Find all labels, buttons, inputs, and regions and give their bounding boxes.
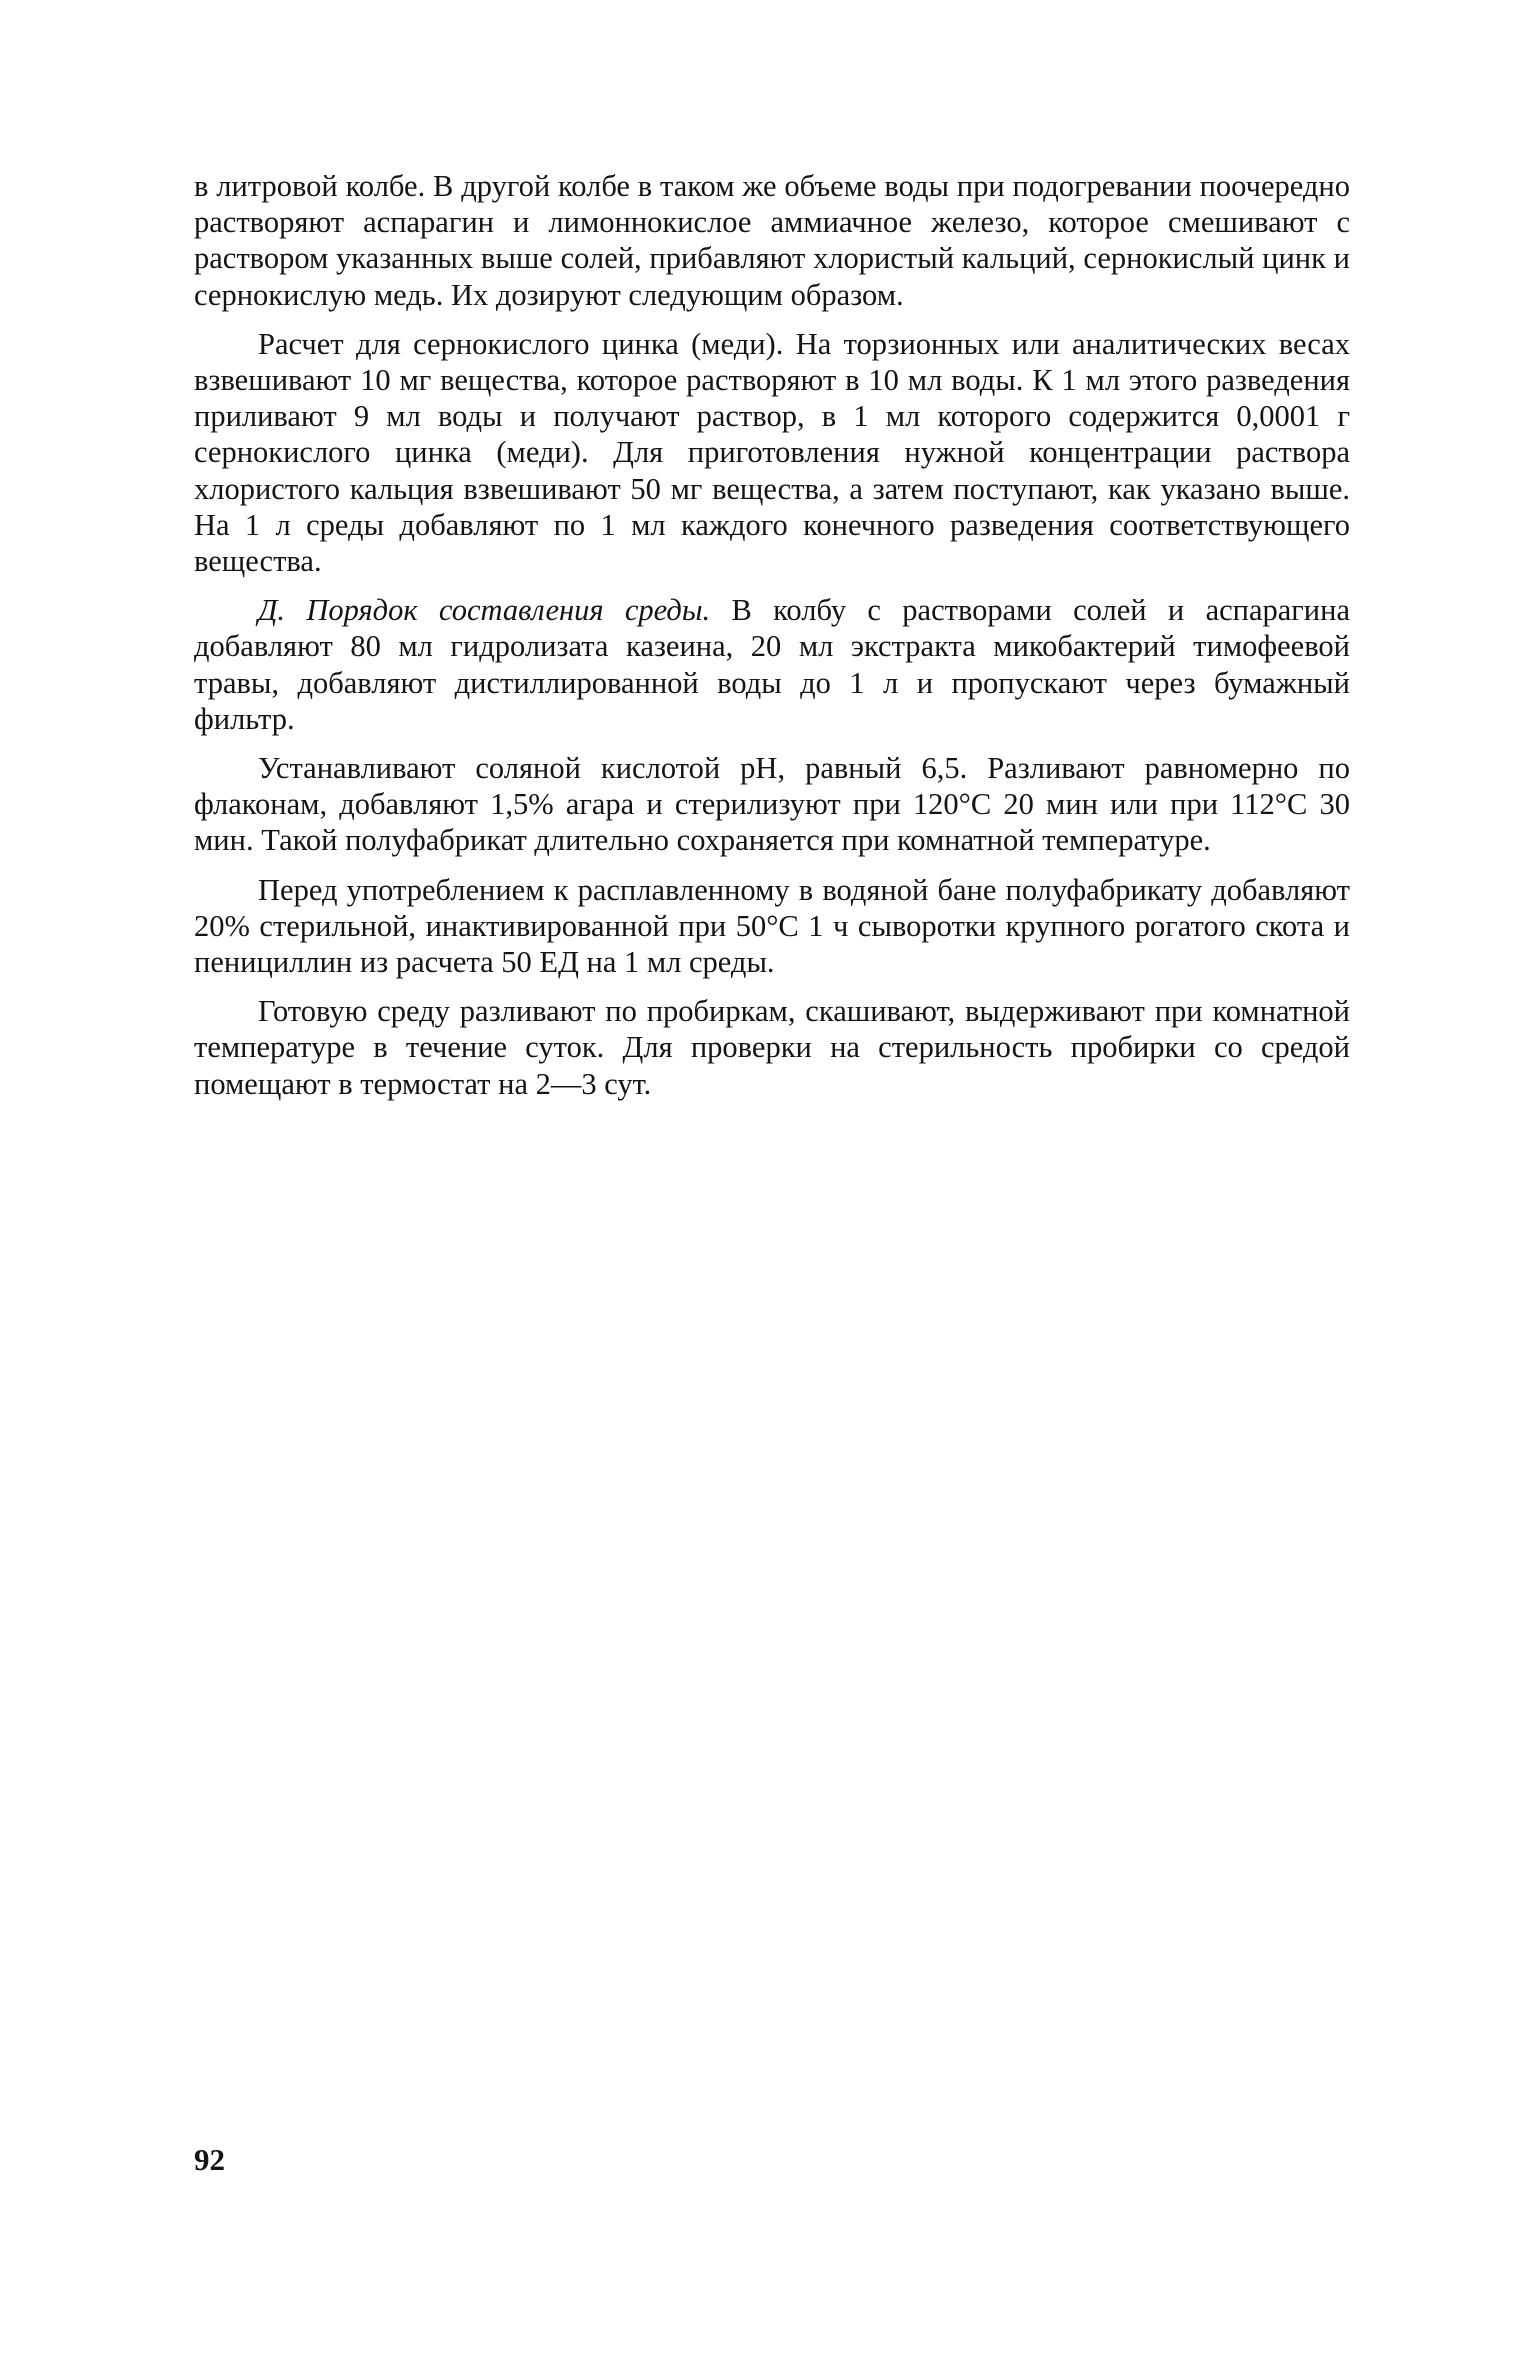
paragraph-serum-penicillin: Перед употреблением к расплавленному в водяной бане полуфабрикату добавляют 20% стерильной, инактивированной при 50°С 1 ч сыворотки крупного рогатого скота и пенициллин из расчета 50 ЕД на 1 мл среды. xyxy=(194,872,1350,980)
paragraph-ph-sterilization: Устанавливают соляной кислотой pH, равный 6,5. Разливают равномерно по флаконам, добавляют 1,5% агара и стерилизуют при 120°С 20 мин или при 112°С 30 мин. Такой полуфабрикат длительно сохраняется при комнатной температуре. xyxy=(194,751,1350,858)
page-number: 92 xyxy=(194,2142,225,2177)
section-heading-d: Д. Порядок составления среды. xyxy=(258,593,711,628)
paragraph-medium-preparation xyxy=(194,592,1350,737)
paragraph-zinc-copper-calculation: Расчет для сернокислого цинка (меди). На торзионных или аналитических весах взвешивают 10 мг вещества, которое растворяют в 10 мл воды. К 1 мл этого разведения приливают 9 мл воды и получают раствор, в 1 мл которого содержится 0,0001 г сернокислого цинка (меди). Для приготовления нужной концентрации раствора хлористого кальция взвешивают 50 мг вещества, а затем поступают, как указано выше. На 1 л среды добавляют по 1 мл каждого конечного разведения соответствующего вещества. xyxy=(194,326,1350,579)
paragraph-continuation: в литровой колбе. В другой колбе в таком же объеме воды при подогревании поочередно растворяют аспарагин и лимоннокислое аммиачное железо, которое смешивают с раствором указанных выше солей, прибавляют хлористый кальций, сернокислый цинк и сернокислую медь. Их дозируют следующим образом. xyxy=(194,169,1350,312)
body-text xyxy=(194,168,1350,1115)
paragraph-tubes-sterility: Готовую среду разливают по пробиркам, скашивают, выдерживают при комнатной температуре в течение суток. Для проверки на стерильность пробирки со средой помещают в термостат на 2—3 сут. xyxy=(194,994,1350,1101)
paragraph-medium-preparation-text: В колбу с растворами солей и аспарагина добавляют 80 мл гидролизата казеина, 20 мл экстракта микобактерий тимофеевой травы, добавляют дистиллированной воды до 1 л и пропускают через бумажный фильтр. xyxy=(194,593,1350,736)
